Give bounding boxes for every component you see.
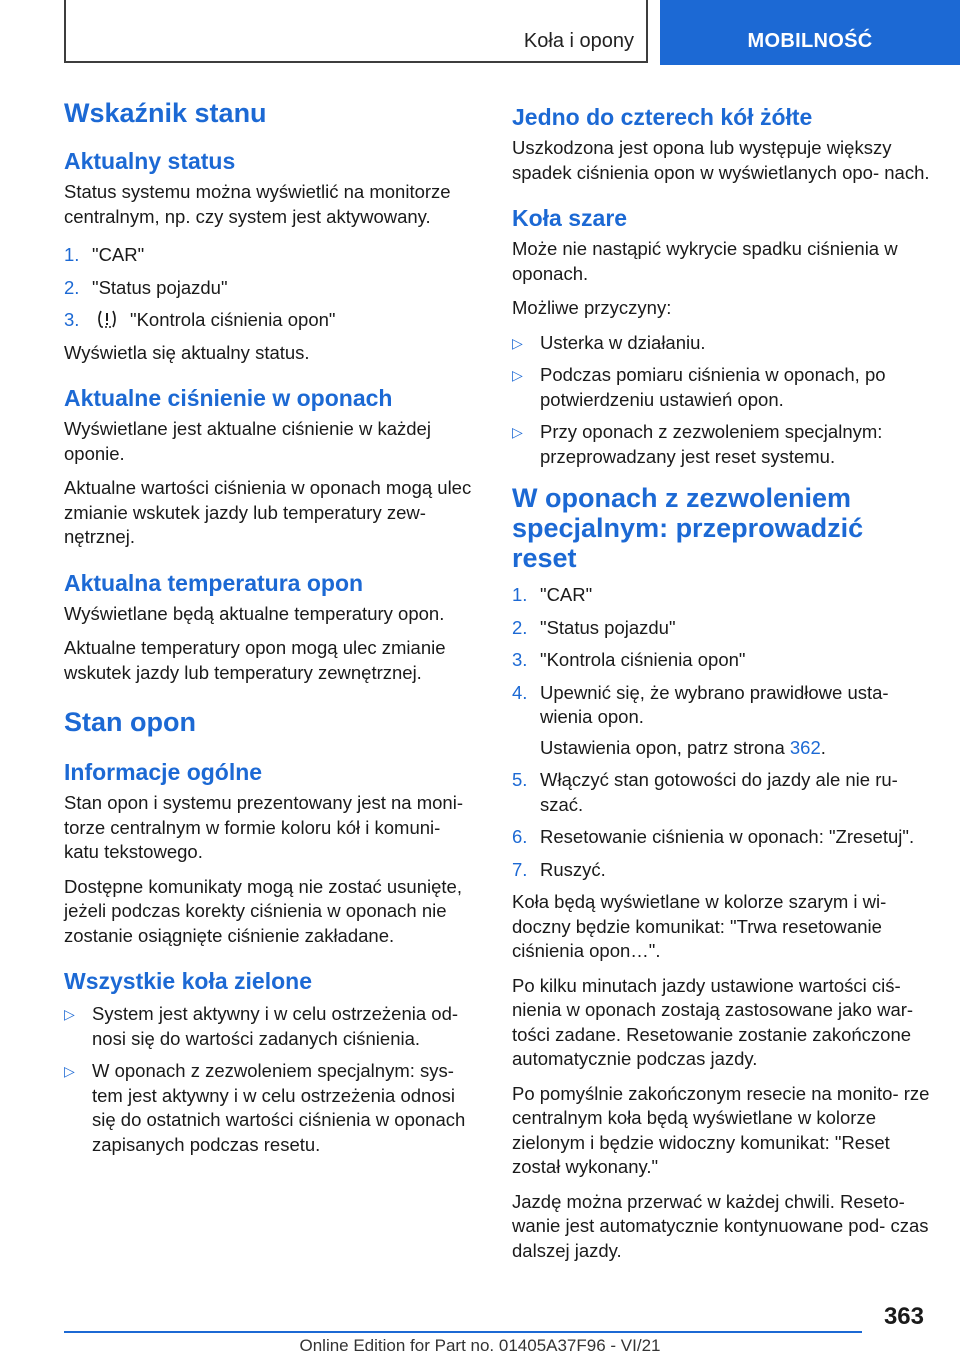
section-title: Koła i opony [523, 30, 634, 52]
reset-steps-list [512, 583, 932, 882]
heading-general-info: Informacje ogólne [64, 759, 263, 785]
heading-current-temperature: Aktualna temperatura opon [64, 569, 364, 596]
list-item: 5. Włączyć stan gotowości do jazdy ale nie ru‐ szać. [512, 769, 898, 815]
text-general-2: Dostępne komunikaty mogą nie zostać usunięte, jeżeli podczas korekty ciśnienia w oponach nie zostanie osiągnięte ciśnienie zakładane. [64, 875, 462, 946]
text-pressure-2: Aktualne wartości ciśnienia w oponach mogą ulec zmianie wskutek jazdy lub temperatury zew‐ nętrznej. [64, 477, 472, 547]
step-4-note: Ustawienia opon, patrz strona 362. [540, 736, 826, 758]
heading-status-indicator: Wskaźnik stanu [64, 98, 267, 128]
header-chapter-box [660, 0, 960, 65]
footer-edition: Online Edition for Part no. 01405A37F96 - VI/21 [299, 1336, 661, 1355]
footer-divider [64, 1331, 862, 1333]
list-item: 4. Upewnić się, że wybrano prawidłowe usta‐ wienia opon. Ustawienia opon, patrz strona 362. [512, 681, 932, 761]
list-item: 3. "Kontrola ciśnienia opon" [512, 649, 746, 670]
page-link-362[interactable]: 362 [789, 736, 821, 758]
list-item: 2. "Status pojazdu" [512, 616, 676, 638]
text-general-1: Stan opon i systemu prezentowany jest na moni‐ torze centralnym w formie koloru kół i komuni‐ katu tekstowego. [64, 792, 463, 862]
text-current-status: Status systemu można wyświetlić na monitorze centralnym, np. czy system jest aktywowany. [64, 181, 451, 227]
text-reset-4: Jazdę można przerwać w każdej chwili. Reseto‐ wanie jest automatycznie kontynuowane pod‐ czas dalszej jazdy. [512, 1190, 929, 1261]
text-reset-3: Po pomyślnie zakończonym resecie na monito‐ rze centralnym koła będą wyświetlane w kolorze zielonym i będzie widoczny komunikat: "Reset został wykonany." [512, 1082, 930, 1177]
green-list [64, 1002, 480, 1157]
list-item: 2. "Status pojazdu" [64, 276, 228, 298]
list-item: 1. "CAR" [512, 584, 593, 605]
text-grey-1: Może nie nastąpić wykrycie spadku ciśnienia w oponach. [512, 238, 898, 284]
grey-list [512, 331, 932, 470]
heading-current-pressure: Aktualne ciśnienie w oponach [64, 385, 393, 411]
heading-current-status: Aktualny status [64, 148, 236, 174]
list-item: ▷ Usterka w działaniu. [512, 331, 932, 356]
list-item: ▷ Przy oponach z zezwoleniem specjalnym: przeprowadzany jest reset systemu. [512, 420, 932, 469]
heading-yellow-wheels: Jedno do czterech kół żółte [512, 104, 813, 130]
triangle-bullet-icon: ▷ [64, 1063, 75, 1079]
chapter-title: MOBILNOŚĆ [747, 30, 873, 52]
list-item: ▷ W oponach z zezwoleniem specjalnym: sys‐ tem jest aktywny i w celu ostrzeżenia odnosi się do ostatnich wartości ciśnienia w oponach zapisanych podczas resetu. [64, 1059, 480, 1157]
text-grey-2: Możliwe przyczyny: [512, 297, 672, 318]
list-item: 7. Ruszyć. [512, 858, 606, 880]
heading-tire-state: Stan opon [64, 707, 196, 737]
text-reset-1: Koła będą wyświetlane w kolorze szarym i wi‐ doczny będzie komunikat: "Trwa resetowanie ciśnienia opon…". [512, 891, 887, 961]
header-section-box [64, 0, 648, 63]
tire-pressure-warning-icon [96, 309, 118, 329]
list-item: ▷ Podczas pomiaru ciśnienia w oponach, po potwierdzeniu ustawień opon. [512, 363, 932, 412]
triangle-bullet-icon: ▷ [512, 367, 523, 383]
triangle-bullet-icon: ▷ [512, 334, 523, 351]
triangle-bullet-icon: ▷ [64, 1006, 75, 1022]
list-item: 6. Resetowanie ciśnienia w oponach: "Zresetuj". [512, 826, 915, 847]
status-steps-list [64, 243, 480, 333]
text-reset-2: Po kilku minutach jazdy ustawione wartości ciś‐ nienia w oponach zostają zastosowane jako war‐ tości zadane. Resetowanie zostanie zakończone automatycznie podczas jazdy. [512, 974, 914, 1069]
text-pressure-1: Wyświetlane jest aktualne ciśnienie w każdej oponie. [64, 418, 431, 464]
list-item: 3. "Kontrola ciśnienia opon" [64, 309, 336, 330]
heading-special-reset: W oponach z zezwoleniem specjalnym: przeprowadzić reset [512, 483, 864, 573]
page-number: 363 [883, 1303, 924, 1330]
text-temperature-1: Wyświetlane będą aktualne temperatury opon. [64, 602, 445, 624]
list-item: ▷ System jest aktywny i w celu ostrzeżenia od‐ nosi się do wartości zadanych ciśnienia. [64, 1002, 480, 1051]
heading-all-green: Wszystkie koła zielone [64, 968, 312, 994]
text-yellow: Uszkodzona jest opona lub występuje większy spadek ciśnienia opon w wyświetlanych opo‐ nach. [512, 137, 930, 183]
triangle-bullet-icon: ▷ [512, 424, 523, 440]
right-column [512, 104, 932, 1273]
text-shows-status: Wyświetla się aktualny status. [64, 341, 310, 363]
heading-grey-wheels: Koła szare [512, 205, 628, 231]
left-column [64, 98, 480, 1165]
text-temperature-2: Aktualne temperatury opon mogą ulec zmianie wskutek jazdy lub temperatury zewnętrznej. [64, 637, 446, 683]
list-item: 1. "CAR" [64, 244, 145, 265]
